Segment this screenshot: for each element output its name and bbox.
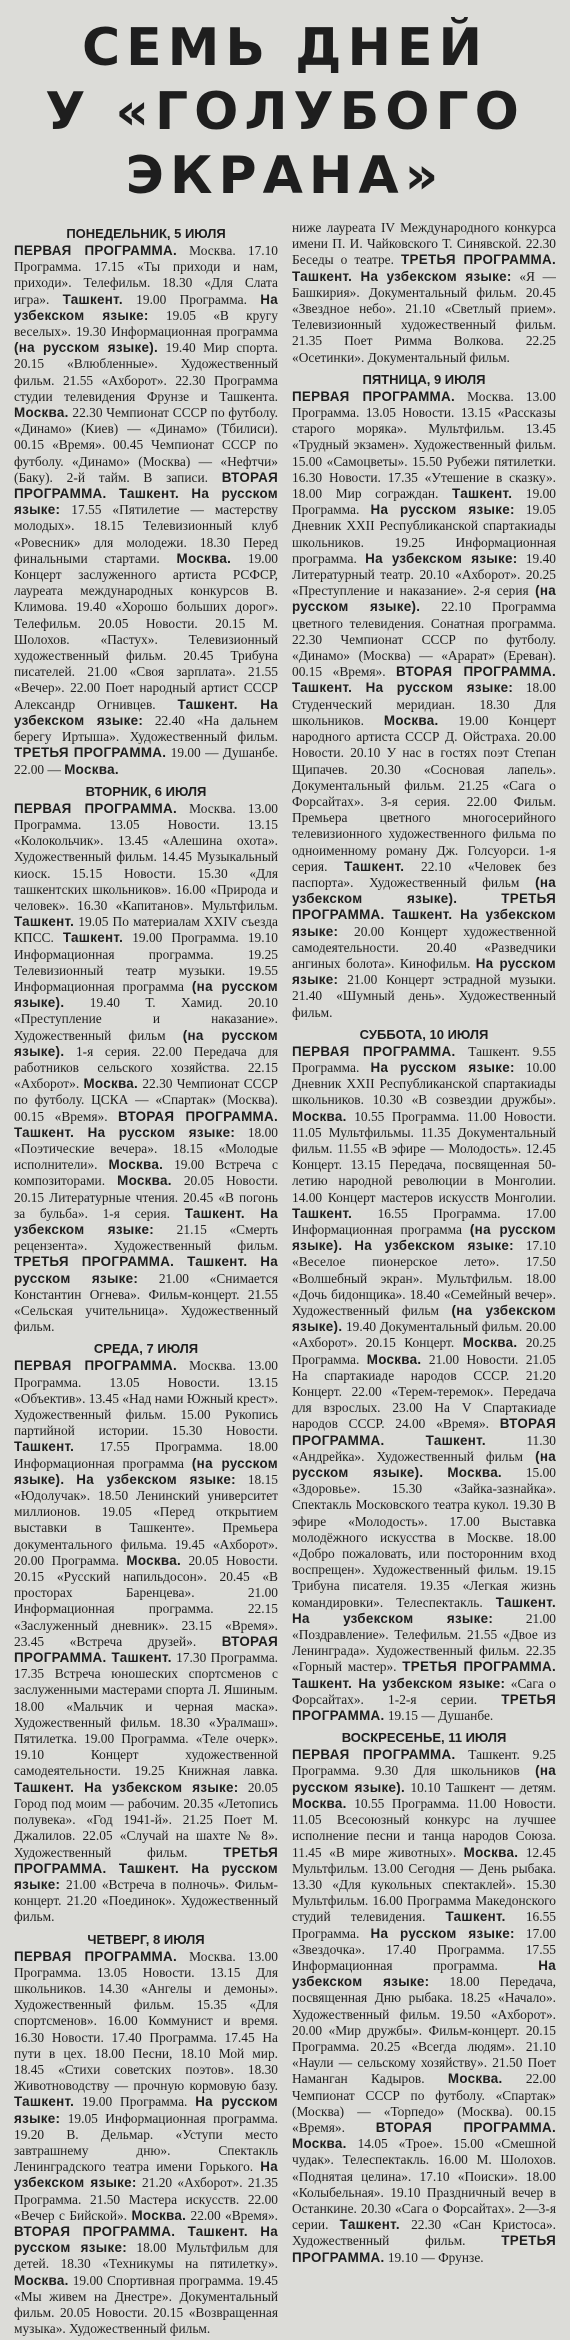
right-column xyxy=(292,220,556,2337)
left-column xyxy=(14,220,278,2337)
schedule-text: ПЕРВАЯ ПРОГРАММА. Ташкент. 9.55 Программа. На русском языке: 10.00 Дневник XXII Республиканской спартакиады школьников. 10.30 «В созвездии дружбы». Москва. 10.55 Программа. 11.00 Новости. 11.05 Мультфильмы. 11.35 Документальный фильм. 11.55 «В эфире — Молодость». 12.45 Концерт. 13.15 Передача, посвященная 50-летию народной революции в Монголии. 14.00 Концерт мастеров искусств Монголии. Ташкент. 16.55 Программа. 17.00 Информационная программа (на русском языке). На узбекском языке: 17.10 «Веселое пионерское лето». 17.50 «Волшебный экран». Мультфильм. 18.00 «Дочь бидонщика». 18.40 «Семейный вечер». Художественный фильм (на узбекском языке). 19.40 Документальный фильм. 20.00 «Ахборот». 20.15 Концерт. Москва. 20.25 Программа. Москва. 21.00 Новости. 21.05 На спартакиаде народов СССР. 21.20 Концерт. 22.00 «Терем-теремок». Передача для взрослых. 23.00 На V Спартакиаде народов СССР. 24.00 «Время». ВТОРАЯ ПРОГРАММА. Ташкент. 11.30 «Андрейка». Художественный фильм (на русском языке). Москва. 15.00 «Здоровье». 15.30 «Зайка-зазнайка». Спектакль Московского театра кукол. 19.30 В эфире «Молодость». 17.00 Выставка молодёжного искусства в Москве. 18.00 «Добро пожаловать, или посторонним вход воспрещен». Художественный фильм. 19.15 Трибуна писателя. 19.35 «Легкая жизнь командировки». Телеспектакль. Ташкент. На узбекском языке: 21.00 «Поздравление». Телефильм. 21.55 «Двое из Ленинграда». Художественный фильм. 22.35 «Горный мастер». ТРЕТЬЯ ПРОГРАММА. Ташкент. На узбекском языке: «Сага о Форсайтах». 1-2-я серии. ТРЕТЬЯ ПРОГРАММА. 19.15 — Душанбе. xyxy=(292,1043,556,1724)
schedule-text: ПЕРВАЯ ПРОГРАММА. Москва. 13.00 Программа. 13.05 Новости. 13.15 «Объектив». 13.45 «Над нами Южный крест». Художественный фильм. 15.00 Рукопись партийной истории. 15.30 Новости. Ташкент. 17.55 Программа. 18.00 Информационная программа (на русском языке). На узбекском языке: 18.15 «Юдолучак». 18.50 Ленинский университет миллионов. 19.05 «Перед открытием выставки в Ташкенте». Премьера документального фильма. 19.45 «Ахборот». 20.00 Программа. Москва. 20.05 Новости. 20.15 «Русский напильдосон». 20.45 «В просторах Баренцева». 21.00 Информационная программа. 22.15 «Заслуженный дневник». 23.15 «Время». 23.45 «Встреча друзей». ВТОРАЯ ПРОГРАММА. Ташкент. 17.30 Программа. 17.35 Встреча юношеских спортсменов с заслуженными мастерами спорта Л. Яшиным. 18.00 «Мальчик и черная маска». Художественный фильм. 18.30 «Уралмаш». Пятилетка. 19.00 Программа. «Теле очерк». 19.10 Концерт художественной самодеятельности. 19.25 Книжная лавка. Ташкент. На узбекском языке: 20.05 Город под моим — рабочим. 20.35 «Летопись полувека». «Год 1941-й». 21.25 Поет М. Джалилов. 22.05 «Случай на шахте № 8». Художественный фильм. ТРЕТЬЯ ПРОГРАММА. Ташкент. На русском языке: 21.00 «Встреча в полночь». Фильм-концерт. 21.20 «Поединок». Художественный фильм. xyxy=(14,1358,278,1925)
headline xyxy=(14,16,556,208)
day-section xyxy=(14,1341,278,1925)
day-section xyxy=(292,220,556,366)
day-section xyxy=(292,372,556,1021)
schedule-columns xyxy=(14,220,556,2337)
day-heading: ВОСКРЕСЕНЬЕ, 11 ИЮЛЯ xyxy=(341,1730,507,1746)
day-heading: ПЯТНИЦА, 9 ИЮЛЯ xyxy=(362,371,486,387)
day-heading: СРЕДА, 7 ИЮЛЯ xyxy=(93,1341,199,1357)
day-heading: ВТОРНИК, 6 ИЮЛЯ xyxy=(85,783,207,799)
day-heading: СУББОТА, 10 ИЮЛЯ xyxy=(359,1026,489,1042)
schedule-text: ниже лауреата IV Международного конкурса имени П. И. Чайковского Т. Синявской. 22.30 Беседы о театре. ТРЕТЬЯ ПРОГРАММА. Ташкент. На узбекском языке: «Я — Башкирия». Документальный фильм. 20.45 «Звездное небо». 21.10 «Светлый прием». Телевизионный художественный фильм. 21.35 Поет Римма Волкова. 22.25 «Осетинки». Документальный фильм. xyxy=(292,220,556,365)
schedule-text: ПЕРВАЯ ПРОГРАММА. Москва. 13.00 Программа. 13.05 Новости. 13.15 «Колокольчик». 13.45 «Алешина охота». Художественный фильм. 14.45 Музыкальный киоск. 15.15 Новости. 15.30 «Для ташкентских школьников». 16.00 «Природа и человек». 16.30 «Капитанов». Мультфильм. Ташкент. 19.05 По материалам XXIV съезда КПСС. Ташкент. 19.00 Программа. 19.10 Информационная программа. 19.25 Телевизионный театр музыки. 19.55 Информационная программа (на русском языке). 19.40 Т. Хамид. 20.10 «Преступление и наказание». Художественный фильм (на русском языке). 1-я серия. 22.00 Передача для работников сельского хозяйства. 22.15 «Ахборот». Москва. 22.30 Чемпионат СССР по футболу. ЦСКА — «Спартак» (Москва). 00.15 «Время». ВТОРАЯ ПРОГРАММА. Ташкент. На русском языке: 18.00 «Поэтические вечера». 18.15 «Молодые исполнители». Москва. 19.00 Встреча с композиторами. Москва. 20.05 Новости. 20.15 Литературные чтения. 20.45 «В погонь за бульба». 1-я серия. Ташкент. На узбекском языке: 21.15 «Смерть рецензента». Художественный фильм. ТРЕТЬЯ ПРОГРАММА. Ташкент. На русском языке: 21.00 «Снимается Константин Огнева». Фильм-концерт. 21.55 «Сельская учительница». Художественный фильм. xyxy=(14,800,278,1335)
headline-line-3: ЭКРАНА» xyxy=(125,146,445,206)
day-section xyxy=(14,226,278,778)
schedule-text: ПЕРВАЯ ПРОГРАММА. Ташкент. 9.25 Программа. 9.30 Для школьников (на русском языке). 10.10 Ташкент — детям. Москва. 10.55 Программа. 11.00 Новости. 11.05 Всесоюзный конкурс на лучшее исполнение песни и танца народов Союза. 11.45 «В мире животных». Москва. 12.45 Мультфильм. 13.00 Сегодня — День рыбака. 13.30 «Для кукольных спектаклей». 15.30 Мультфильм. 16.00 Программа Македонского студий телевидения. Ташкент. 16.55 Программа. На русском языке: 17.00 «Звездочка». 17.40 Программа. 17.55 Информационная программа. На узбекском языке: 18.00 Передача, посвященная Дню рыбака. 18.25 «Начало». Художественный фильм. 19.50 «Ахборот». 20.00 «Мир дружбы». Фильм-концерт. 20.15 Программа. 20.25 «Всегда людям». 21.10 «Наули — сельскому хозяйству». 21.50 Поет Наманган Кадыров. Москва. 22.00 Чемпионат СССР по футболу. «Спартак» (Москва) — «Торпедо» (Москва). 00.15 «Время». ВТОРАЯ ПРОГРАММА. Москва. 14.05 «Трое». 15.00 «Смешной чудак». Телеспектакль. 16.00 М. Шолохов. «Поднятая целина». 17.10 «Поиски». 18.00 «Колыбельная». 19.10 Праздничный вечер в Останкине. 20.30 «Сага о Форсайтах». 2—3-я серии. Ташкент. 22.30 «Сан Кристоса». Художественный фильм. ТРЕТЬЯ ПРОГРАММА. 19.10 — Фрунзе. xyxy=(292,1747,556,2265)
day-heading: ЧЕТВЕРГ, 8 ИЮЛЯ xyxy=(87,1931,205,1947)
day-section xyxy=(292,1730,556,2266)
day-section xyxy=(292,1027,556,1725)
schedule-text: ПЕРВАЯ ПРОГРАММА. Москва. 17.10 Программа. 17.15 «Ты приходи и нам, приходи». Телефильм. 18.30 «Для Слата игра». Ташкент. 19.00 Программа. На узбекском языке: 19.05 «В кругу веселых». 19.30 Информационная программа (на русском языке). 19.40 Мир спорта. 20.15 «Влюбленные». Художественный фильм. 21.55 «Ахборот». 22.30 Программа студии телевидения Фрунзе и Ташкента. Москва. 22.30 Чемпионат СССР по футболу. «Динамо» (Киев) — «Динамо» (Тбилиси). 00.15 «Время». 00.45 Чемпионат СССР по футболу. «Динамо» (Москва) — «Нефтчи» (Баку). 2-й тайм. В записи. ВТОРАЯ ПРОГРАММА. Ташкент. На русском языке: 17.55 «Пятилетие — мастерству молодых». 18.15 Телевизионный клуб «Ровесник» для молодежи. 18.30 Перед финальными стартами. Москва. 19.00 Концерт заслуженного артиста РСФСР, лауреата международных конкурсов В. Климова. 19.40 «Хорошо больших дорог». Телефильм. 20.05 Новости. 20.15 М. Шолохов. «Пастух». Телевизионный художественный фильм. 20.45 Трибуна писателей. 21.00 «Своя зарплата». 21.55 «Вечер». 22.00 Поет народный артист СССР Александр Огнивцев. Ташкент. На узбекском языке: 22.40 «На дальнем берегу Иртыша». Художественный фильм. ТРЕТЬЯ ПРОГРАММА. 19.00 — Душанбе. 22.00 — Москва. xyxy=(14,243,278,777)
day-section xyxy=(14,1932,278,2338)
day-section xyxy=(14,784,278,1336)
day-heading: ПОНЕДЕЛЬНИК, 5 ИЮЛЯ xyxy=(66,226,226,241)
schedule-text: ПЕРВАЯ ПРОГРАММА. Москва. 13.00 Программа. 13.05 Новости. 13.15 Для школьников. 14.30 «Ангелы и демоны». Художественный фильм. 15.35 «Для спортсменов». 16.00 Коммунист и время. 16.30 Новости. 17.40 Программа. 17.45 На пути в цех. 18.00 Песни, 18.10 Мой мир. 18.45 «Стихи советских поэтов». 18.30 Животноводству — прочную кормовую базу. Ташкент. 19.00 Программа. На русском языке: 19.05 Информационная программа. 19.20 В. Дельмар. «Уступи место завтрашнему дню». Спектакль Ленинградского театра имени Горького. На узбекском языке: 21.20 «Ахборот». 21.35 Программа. 21.50 Мастера искусств. 22.00 «Вечер с Бийской». Москва. 22.00 «Время». ВТОРАЯ ПРОГРАММА. Ташкент. На русском языке: 18.00 Мультфильм для детей. 18.30 «Техникумы на пятилетку». Москва. 19.00 Спортивная программа. 19.45 «Мы живем на Днестре». Документальный фильм. 20.05 Новости. 20.15 «Возвращенная музыка». Художественный фильм. xyxy=(14,1948,278,2337)
headline-line-2: У «ГОЛУБОГО xyxy=(45,82,525,142)
headline-line-1: СЕМЬ ДНЕЙ xyxy=(81,18,489,78)
schedule-text: ПЕРВАЯ ПРОГРАММА. Москва. 13.00 Программа. 13.05 Новости. 13.15 «Рассказы старого моряка». Мультфильм. 13.45 «Трудный экзамен». Художественный фильм. 15.00 «Самоцветы». 15.50 Рубежи пятилетки. 16.30 Новости. 17.35 «Утешение в сказку». 18.00 Мир сограждан. Ташкент. 19.00 Программа. На русском языке: 19.05 Дневник XXII Республиканской спартакиады школьников. 19.25 Информационная программа. На узбекском языке: 19.40 Литературный театр. 20.10 «Ахборот». 20.25 «Преступление и наказание». 2-я серия (на русском языке). 22.10 Программа цветного телевидения. Сонатная программа. 22.30 Чемпионат СССР по футболу. «Динамо» (Москва) — «Арарат» (Ереван). 00.15 «Время». ВТОРАЯ ПРОГРАММА. Ташкент. На русском языке: 18.00 Студенческий меридиан. 18.30 Для школьников. Москва. 19.00 Концерт народного артиста СССР Д. Ойстраха. 20.00 Новости. 20.10 У нас в гостях поэт Степан Щипачев. 20.30 «Сосновая лапель». Документальный фильм. 21.25 «Сага о Форсайтах». 3-я серия. 22.00 Фильм. Премьера цветного многосерийного телевизионного художественного фильма по одноименному роману Дж. Голсуорси. 1-я серия. Ташкент. 22.10 «Человек без паспорта». Художественный фильм (на узбекском языке). ТРЕТЬЯ ПРОГРАММА. Ташкент. На узбекском языке: 20.00 Концерт художественной самодеятельности. 20.40 «Разведчики ангиных болота». Кинофильм. На русском языке: 21.00 Концерт эстрадной музыки. 21.40 «Шумный день». Художественный фильм. xyxy=(292,388,556,1020)
